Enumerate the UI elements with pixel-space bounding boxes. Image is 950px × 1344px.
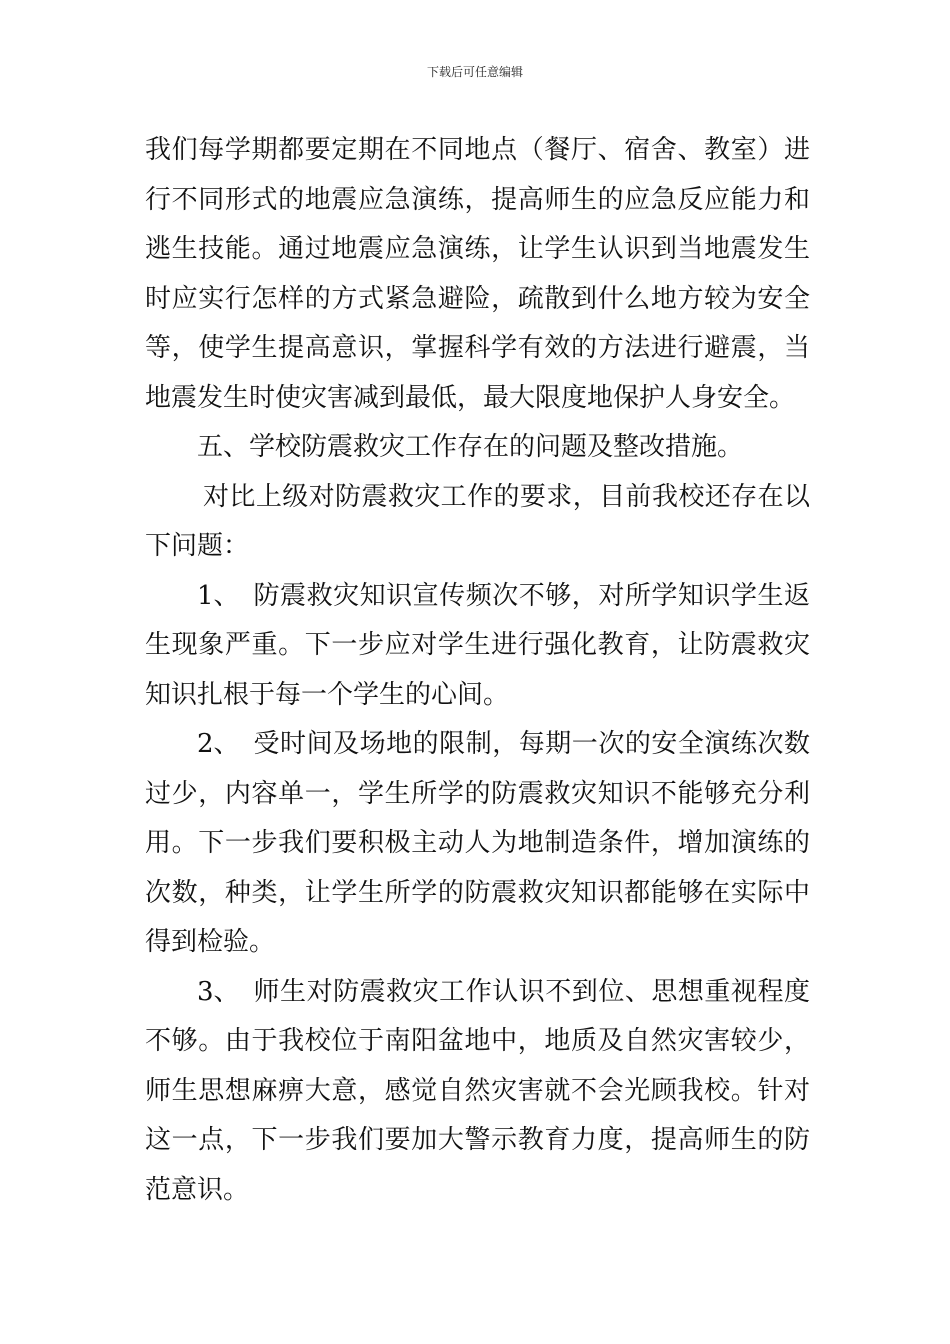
list-item-2 — [145, 720, 810, 968]
paragraph-drill: 我们每学期都要定期在不同地点（餐厅、宿舍、教室）进行不同形式的地震应急演练，提高师生的应急反应能力和逃生技能。通过地震应急演练，让学生认识到当地震发生时应实行怎样的方式紧急避险，疏散到什么地方较为安全等，使学生提高意识，掌握科学有效的方法进行避震，当地震发生时使灾害减到最低，最大限度地保护人身安全。 — [145, 135, 810, 413]
list-item-1 — [145, 572, 810, 721]
list-text-1: 防震救灾知识宣传频次不够，对所学知识学生返生现象严重。下一步应对学生进行强化教育，让防震救灾知识扎根于每一个学生的心间。 — [145, 580, 810, 710]
document-body — [145, 126, 810, 1215]
list-text-3: 师生对防震救灾工作认识不到位、思想重视程度不够。由于我校位于南阳盆地中，地质及自然灾害较少，师生思想麻痹大意，感觉自然灾害就不会光顾我校。针对这一点，下一步我们要加大警示教育力度，提高师生的防范意识。 — [145, 976, 810, 1205]
paragraph-problems-intro: 对比上级对防震救灾工作的要求，目前我校还存在以下问题： — [145, 481, 810, 561]
list-item-3 — [145, 968, 810, 1216]
section-heading-five: 五、学校防震救灾工作存在的问题及整改措施。 — [197, 432, 744, 462]
list-number-1: 1、 — [197, 580, 240, 611]
list-text-2: 受时间及场地的限制，每期一次的安全演练次数过少，内容单一，学生所学的防震救灾知识不能够充分利用。下一步我们要积极主动人为地制造条件，增加演练的次数，种类，让学生所学的防震救灾知识都能够在实际中得到检验。 — [145, 729, 810, 957]
list-number-3: 3、 — [197, 976, 240, 1007]
list-number-2: 2、 — [197, 729, 240, 759]
page-header: 下载后可任意编辑 — [426, 65, 523, 79]
